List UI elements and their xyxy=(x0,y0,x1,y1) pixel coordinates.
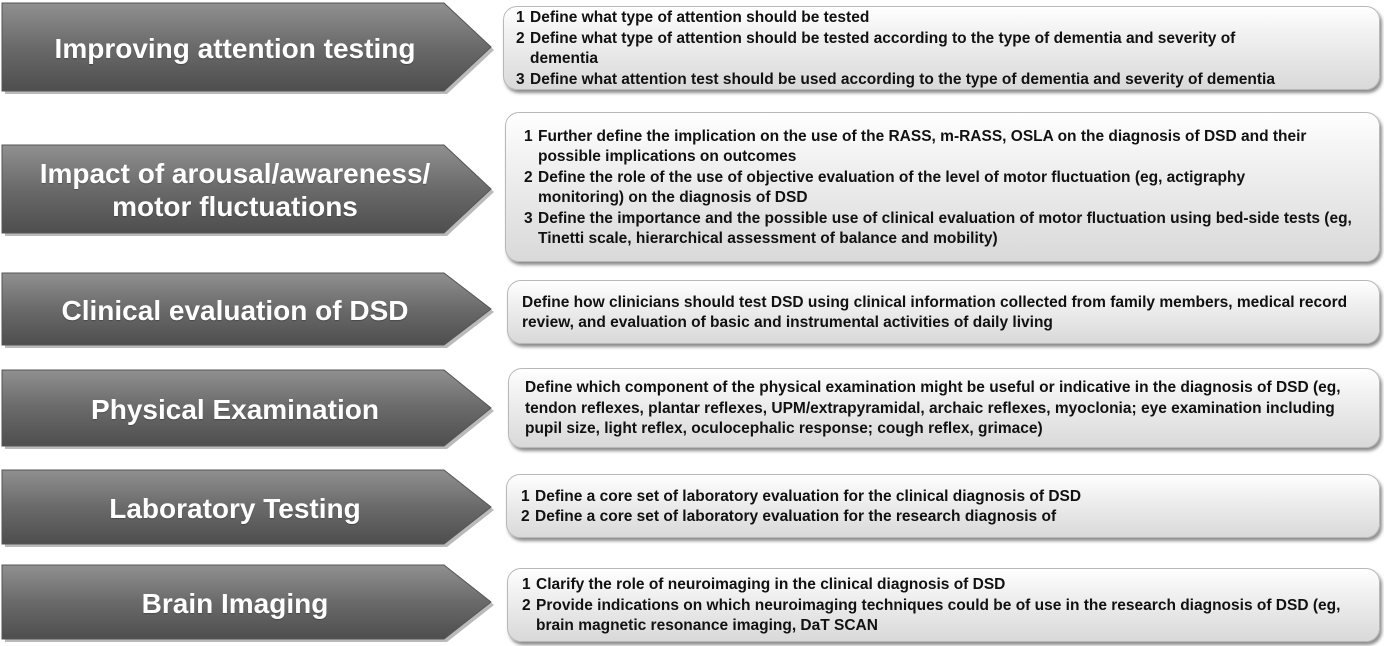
action-card xyxy=(507,280,1380,344)
list-item xyxy=(522,293,1369,334)
list-item xyxy=(524,168,1369,209)
category-title: Laboratory Testing xyxy=(109,492,361,524)
list-item xyxy=(521,487,1369,508)
item-text: Define which component of the physical examination might be useful or indicative in the diagnosis of DSD (eg, tendon reflexes, plantar reflexes, UPM/extrapyramidal, archaic reflexes, myoclonia; eye examination including pupil size, light reflex, oculocephalic response; cough reflex, grimace) xyxy=(525,379,1341,438)
item-number: 1 xyxy=(521,487,530,505)
category-title: Physical Examination xyxy=(91,393,379,425)
item-number: 2 xyxy=(516,29,525,47)
item-number: 3 xyxy=(524,209,533,227)
list-item xyxy=(522,596,1373,637)
item-text: Define how clinicians should test DSD using clinical information collected from family members, medical record review, and evaluation of basic and instrumental activities of daily living xyxy=(522,293,1348,331)
category-title: Brain Imaging xyxy=(141,587,329,619)
action-card xyxy=(507,568,1380,642)
item-number: 2 xyxy=(522,596,531,614)
arrow-shape xyxy=(0,564,500,642)
list-item xyxy=(522,575,1373,596)
item-text: Provide indications on which neuroimaging techniques could be of use in the research diagnosis of DSD (eg, brain magnetic resonance imaging, DaT SCAN xyxy=(536,596,1341,635)
item-text: Define what type of attention should be tested according to the type of dementia and severity of dementia xyxy=(530,29,1236,67)
list-item xyxy=(521,507,1369,528)
row-arousal-fluctuations xyxy=(0,110,1384,266)
row-attention-testing xyxy=(0,0,1384,96)
item-number: 2 xyxy=(521,508,530,525)
item-text: Define what type of attention should be tested xyxy=(530,9,870,26)
item-text: Further define the implication on the use of the RASS, m-RASS, OSLA on the diagnosis of DSD and their possible implications on outcomes xyxy=(538,127,1307,165)
arrow-shape xyxy=(0,369,500,449)
item-text: Define what attention test should be used according to the type of dementia and severity of dementia xyxy=(530,70,1275,88)
row-physical-examination xyxy=(0,366,1384,452)
category-title: Improving attention testing xyxy=(54,32,416,64)
row-brain-imaging xyxy=(0,562,1384,646)
arrow-shape xyxy=(0,272,500,348)
list-item xyxy=(516,70,1369,91)
action-card xyxy=(506,474,1380,538)
item-text: Define a core set of laboratory evaluation for the clinical diagnosis of DSD xyxy=(535,487,1082,505)
arrow-shape xyxy=(0,144,500,236)
item-text: Define the importance and the possible use of clinical evaluation of motor fluctuation using bed-side tests (eg, Tinetti scale, hierarchical assessment of balance and mobility) xyxy=(538,209,1352,247)
list-item xyxy=(516,8,1369,29)
list-item xyxy=(524,209,1369,250)
list-item xyxy=(525,378,1373,440)
item-number: 2 xyxy=(524,168,533,186)
action-card xyxy=(503,6,1380,90)
item-number: 3 xyxy=(516,70,525,88)
item-number: 1 xyxy=(516,9,525,26)
category-title: Clinical evaluation of DSD xyxy=(61,294,409,326)
item-number: 1 xyxy=(524,127,533,145)
arrow-shape xyxy=(0,2,500,94)
item-text: Define the role of the use of objective evaluation of the level of motor fluctuation (eg, actigraphy monitoring) on the diagnosis of DSD xyxy=(538,168,1246,206)
list-item xyxy=(516,29,1369,70)
row-clinical-evaluation xyxy=(0,270,1384,352)
category-title: Impact of arousal/awareness/ motor fluctuations xyxy=(39,158,431,222)
arrow-shape xyxy=(0,469,500,547)
action-card xyxy=(508,368,1380,448)
action-card xyxy=(505,112,1380,262)
item-text: Clarify the role of neuroimaging in the clinical diagnosis of DSD xyxy=(536,576,1006,594)
row-laboratory-testing xyxy=(0,466,1384,550)
item-text: Define a core set of laboratory evaluation for the research diagnosis of xyxy=(535,508,1057,525)
item-number: 1 xyxy=(522,576,531,594)
list-item xyxy=(524,127,1369,168)
